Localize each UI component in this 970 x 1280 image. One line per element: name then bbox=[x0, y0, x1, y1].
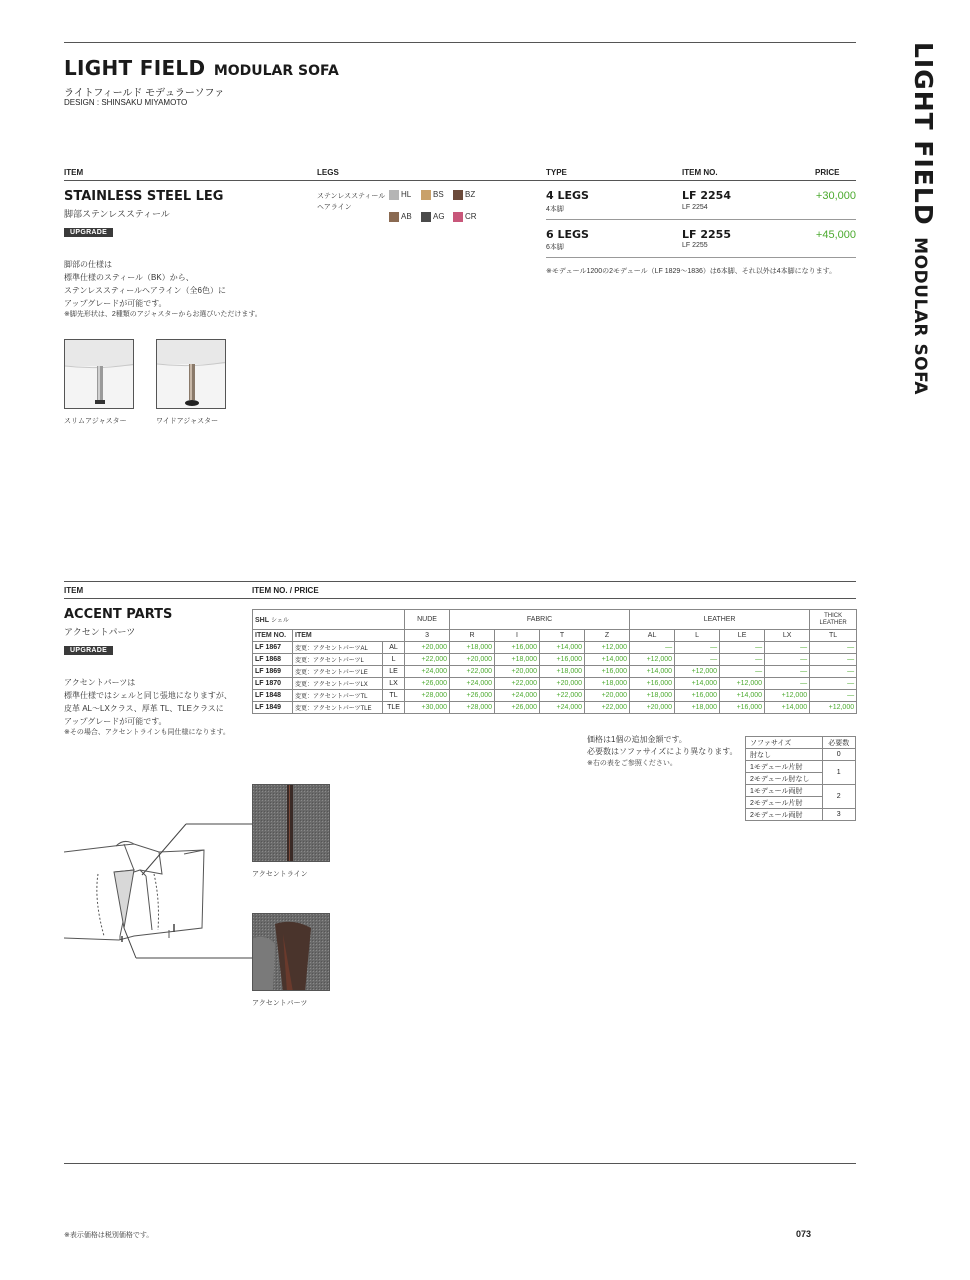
wide-adjuster-photo bbox=[156, 339, 226, 409]
itemno-4legs-small: LF 2254 bbox=[682, 204, 708, 211]
accent-parts-photo bbox=[252, 913, 330, 991]
row-price: +20,000 bbox=[405, 642, 450, 654]
col-header-legs: LEGS bbox=[317, 168, 339, 177]
accent-item-jp: アクセントパーツ bbox=[64, 627, 136, 637]
accent-line-caption: アクセントライン bbox=[252, 871, 308, 878]
row-price: +12,000 bbox=[585, 642, 630, 654]
type-divider-2 bbox=[546, 257, 856, 258]
type-6legs: 6 LEGS bbox=[546, 228, 589, 241]
vertical-title-sub: MODULAR SOFA bbox=[910, 237, 930, 395]
sub-header-r: R bbox=[450, 630, 495, 642]
shl-label: SHL シェル bbox=[253, 610, 405, 630]
row-price: — bbox=[720, 666, 765, 678]
qty-notes: 価格は1個の追加金額です。 必要数はソファサイズにより異なります。 ※右の表をご参照ください。 bbox=[587, 735, 738, 767]
qty-col-size: ソファサイズ bbox=[746, 737, 823, 749]
qty-header bbox=[746, 737, 856, 749]
row-price: +16,000 bbox=[540, 654, 585, 666]
qty-size: 1モデュール片肘 bbox=[746, 761, 823, 773]
qty-table bbox=[745, 736, 856, 821]
row-itemno: LF 1867 bbox=[253, 642, 293, 654]
row-item: 変更：アクセントパーツTLE bbox=[293, 702, 383, 714]
sub-header-al: AL bbox=[630, 630, 675, 642]
leg-desc-note: ※脚先形状は、2種類のアジャスターからお選びいただけます。 bbox=[64, 311, 262, 318]
row-price: +22,000 bbox=[405, 654, 450, 666]
qty-size: 2モデュール両肘 bbox=[746, 809, 823, 821]
col-item: ITEM bbox=[293, 630, 405, 642]
row-code: AL bbox=[383, 642, 405, 654]
qty-col-qty: 必要数 bbox=[822, 737, 856, 749]
swatch-hl-chip bbox=[389, 190, 399, 200]
page-number: 073 bbox=[796, 1229, 812, 1239]
row-price: — bbox=[810, 666, 857, 678]
row-price: +12,000 bbox=[765, 690, 810, 702]
swatch-hl: HL bbox=[389, 190, 411, 200]
row-code: TL bbox=[383, 690, 405, 702]
row-price: +16,000 bbox=[585, 666, 630, 678]
group-fabric: FABRIC bbox=[450, 610, 630, 630]
row-itemno: LF 1870 bbox=[253, 678, 293, 690]
group-nude: NUDE bbox=[405, 610, 450, 630]
accent-desc-note: ※その場合、アクセントラインも同仕様になります。 bbox=[64, 729, 230, 736]
row-price: +12,000 bbox=[810, 702, 857, 714]
col-header-item: ITEM bbox=[64, 168, 84, 177]
table-group-header bbox=[253, 610, 857, 630]
accent-header-rule bbox=[64, 598, 856, 599]
price-4legs: +30,000 bbox=[815, 190, 856, 202]
price-6legs: +45,000 bbox=[815, 229, 856, 241]
accent-price-table bbox=[252, 609, 857, 714]
row-item: 変更：アクセントパーツAL bbox=[293, 642, 383, 654]
footer-note: ※表示価格は税別価格です。 bbox=[64, 1232, 154, 1239]
row-price: — bbox=[765, 678, 810, 690]
row-price: +12,000 bbox=[630, 654, 675, 666]
row-price: — bbox=[810, 654, 857, 666]
type-4legs-jp: 4本脚 bbox=[546, 206, 564, 213]
row-price: +20,000 bbox=[630, 702, 675, 714]
row-price: +22,000 bbox=[495, 678, 540, 690]
wide-adjuster-caption: ワイドアジャスター bbox=[156, 418, 219, 425]
row-code: LE bbox=[383, 666, 405, 678]
row-price: +14,000 bbox=[540, 642, 585, 654]
row-item: 変更：アクセントパーツLX bbox=[293, 678, 383, 690]
page-title bbox=[64, 56, 339, 80]
table-row bbox=[253, 690, 857, 702]
row-price: +12,000 bbox=[720, 678, 765, 690]
col-header-itemno: ITEM NO. bbox=[682, 168, 718, 177]
qty-value: 1 bbox=[822, 761, 856, 785]
row-price: +16,000 bbox=[630, 678, 675, 690]
row-item: 変更：アクセントパーツL bbox=[293, 654, 383, 666]
row-price: — bbox=[675, 654, 720, 666]
row-price: +18,000 bbox=[630, 690, 675, 702]
col-header-type: TYPE bbox=[546, 168, 567, 177]
row-price: +20,000 bbox=[585, 690, 630, 702]
accent-upgrade-badge: UPGRADE bbox=[64, 639, 113, 657]
swatch-cr: CR bbox=[453, 212, 477, 222]
slim-adjuster-caption: スリムアジャスター bbox=[64, 418, 127, 425]
table-row bbox=[253, 666, 857, 678]
swatch-bs: BS bbox=[421, 190, 444, 200]
swatch-ag: AG bbox=[421, 212, 445, 222]
table-row bbox=[253, 702, 857, 714]
itemno-6legs: LF 2255 bbox=[682, 228, 731, 241]
accent-parts-caption: アクセントパーツ bbox=[252, 1000, 308, 1007]
row-itemno: LF 1849 bbox=[253, 702, 293, 714]
table-sub-header bbox=[253, 630, 857, 642]
row-price: +14,000 bbox=[675, 678, 720, 690]
row-price: — bbox=[720, 654, 765, 666]
row-price: — bbox=[765, 642, 810, 654]
type-divider bbox=[546, 219, 856, 220]
upgrade-badge: UPGRADE bbox=[64, 221, 113, 239]
row-price: +22,000 bbox=[450, 666, 495, 678]
swatch-ab: AB bbox=[389, 212, 412, 222]
qty-row bbox=[746, 809, 856, 821]
row-price: +24,000 bbox=[540, 702, 585, 714]
swatch-bs-chip bbox=[421, 190, 431, 200]
accent-col-itemno-price: ITEM NO. / PRICE bbox=[252, 586, 319, 595]
row-item: 変更：アクセントパーツTL bbox=[293, 690, 383, 702]
row-price: +12,000 bbox=[675, 666, 720, 678]
title-main: LIGHT FIELD bbox=[64, 56, 206, 80]
row-price: +22,000 bbox=[585, 702, 630, 714]
sub-header-lx: LX bbox=[765, 630, 810, 642]
qty-row bbox=[746, 761, 856, 773]
sub-header-t: T bbox=[540, 630, 585, 642]
row-price: +14,000 bbox=[585, 654, 630, 666]
row-price: +24,000 bbox=[495, 690, 540, 702]
swatch-bz-chip bbox=[453, 190, 463, 200]
row-price: +18,000 bbox=[540, 666, 585, 678]
row-price: +18,000 bbox=[450, 642, 495, 654]
row-price: +18,000 bbox=[495, 654, 540, 666]
accent-col-item: ITEM bbox=[64, 586, 84, 595]
row-itemno: LF 1848 bbox=[253, 690, 293, 702]
design-credit: DESIGN : SHINSAKU MIYAMOTO bbox=[64, 98, 188, 107]
row-price: +18,000 bbox=[675, 702, 720, 714]
col-header-price: PRICE bbox=[815, 168, 840, 177]
row-price: — bbox=[810, 678, 857, 690]
row-price: +18,000 bbox=[585, 678, 630, 690]
row-itemno: LF 1868 bbox=[253, 654, 293, 666]
slim-adjuster-photo bbox=[64, 339, 134, 409]
row-price: +26,000 bbox=[450, 690, 495, 702]
qty-row bbox=[746, 785, 856, 797]
row-price: +16,000 bbox=[495, 642, 540, 654]
row-item: 変更：アクセントパーツLE bbox=[293, 666, 383, 678]
leg-item-title: STAINLESS STEEL LEG bbox=[64, 189, 224, 204]
row-code: TLE bbox=[383, 702, 405, 714]
sub-header-i: I bbox=[495, 630, 540, 642]
qty-value: 2 bbox=[822, 785, 856, 809]
swatch-cr-chip bbox=[453, 212, 463, 222]
row-price: +14,000 bbox=[720, 690, 765, 702]
legs-label: ステンレススティール ヘアライン bbox=[317, 193, 386, 211]
swatch-ag-chip bbox=[421, 212, 431, 222]
col-itemno: ITEM NO. bbox=[253, 630, 293, 642]
qty-size: 肘なし bbox=[746, 749, 823, 761]
footer-rule bbox=[64, 1163, 856, 1164]
table-row bbox=[253, 654, 857, 666]
title-sub: MODULAR SOFA bbox=[213, 63, 339, 79]
type-4legs: 4 LEGS bbox=[546, 189, 589, 202]
row-price: +26,000 bbox=[495, 702, 540, 714]
table-row bbox=[253, 642, 857, 654]
sub-header-l: L bbox=[675, 630, 720, 642]
row-price: — bbox=[810, 690, 857, 702]
row-price: — bbox=[675, 642, 720, 654]
row-price: — bbox=[630, 642, 675, 654]
leg-description: 脚部の仕様は 標準仕様のスティール（BK）から、 ステンレススティールヘアライン（全6色）に アップグレードが可能です。 bbox=[64, 260, 227, 308]
accent-top-rule bbox=[64, 581, 856, 582]
sub-header-le: LE bbox=[720, 630, 765, 642]
qty-size: 2モデュール片肘 bbox=[746, 797, 823, 809]
row-price: +28,000 bbox=[450, 702, 495, 714]
vertical-title-main: LIGHT FIELD bbox=[909, 42, 938, 226]
group-leather: LEATHER bbox=[630, 610, 810, 630]
leg-item-jp: 脚部ステンレススティール bbox=[64, 209, 170, 219]
row-price: +26,000 bbox=[405, 678, 450, 690]
row-price: +24,000 bbox=[405, 666, 450, 678]
row-price: — bbox=[765, 654, 810, 666]
qty-row bbox=[746, 749, 856, 761]
qty-size: 1モデュール両肘 bbox=[746, 785, 823, 797]
row-price: +30,000 bbox=[405, 702, 450, 714]
type-note: ※モデュール1200の2モデュール（LF 1829〜1836）は6本脚、それ以外は4本脚になります。 bbox=[546, 268, 837, 275]
row-price: +20,000 bbox=[450, 654, 495, 666]
table-row bbox=[253, 678, 857, 690]
row-price: +22,000 bbox=[540, 690, 585, 702]
row-price: +28,000 bbox=[405, 690, 450, 702]
qty-value: 3 bbox=[822, 809, 856, 821]
qty-size: 2モデュール肘なし bbox=[746, 773, 823, 785]
row-price: +14,000 bbox=[630, 666, 675, 678]
vertical-title bbox=[909, 42, 938, 395]
sub-header-tl: TL bbox=[810, 630, 857, 642]
type-6legs-jp: 6本脚 bbox=[546, 244, 564, 251]
row-code: L bbox=[383, 654, 405, 666]
accent-description: アクセントパーツは 標準仕様ではシェルと同じ張地になりますが、 皮革 AL〜LXクラス、厚革 TL、TLEクラスに アップグレードが可能です。 bbox=[64, 678, 232, 726]
title-jp: ライトフィールド モデュラーソファ bbox=[64, 88, 225, 99]
itemno-6legs-small: LF 2255 bbox=[682, 242, 708, 249]
row-price: +20,000 bbox=[495, 666, 540, 678]
swatch-ab-chip bbox=[389, 212, 399, 222]
sub-header-3: 3 bbox=[405, 630, 450, 642]
row-price: +24,000 bbox=[450, 678, 495, 690]
sub-header-z: Z bbox=[585, 630, 630, 642]
group-thick-leather: THICK LEATHER bbox=[810, 610, 857, 630]
row-itemno: LF 1869 bbox=[253, 666, 293, 678]
itemno-4legs: LF 2254 bbox=[682, 189, 731, 202]
swatch-bz: BZ bbox=[453, 190, 475, 200]
section-rule bbox=[64, 180, 856, 181]
accent-item-title: ACCENT PARTS bbox=[64, 607, 173, 622]
top-rule bbox=[64, 42, 856, 43]
row-price: +20,000 bbox=[540, 678, 585, 690]
row-price: — bbox=[720, 642, 765, 654]
accent-line-photo bbox=[252, 784, 330, 862]
row-price: +16,000 bbox=[720, 702, 765, 714]
row-code: LX bbox=[383, 678, 405, 690]
row-price: — bbox=[810, 642, 857, 654]
row-price: +16,000 bbox=[675, 690, 720, 702]
row-price: — bbox=[765, 666, 810, 678]
qty-value: 0 bbox=[822, 749, 856, 761]
row-price: +14,000 bbox=[765, 702, 810, 714]
